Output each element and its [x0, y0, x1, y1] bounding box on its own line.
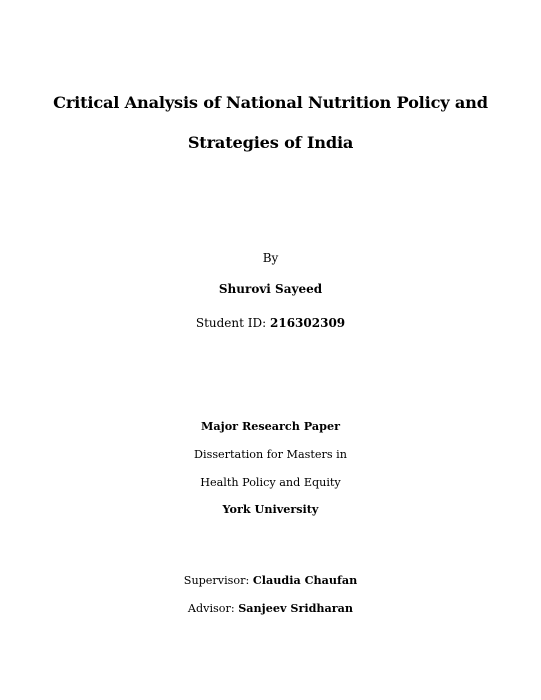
description-line-2: Health Policy and Equity [200, 476, 341, 489]
by-label: By [262, 251, 279, 265]
student-id-label: Student ID: [195, 316, 267, 330]
student-id [0, 317, 541, 329]
student-id-value: 216302309 [270, 316, 346, 330]
supervisor-label: Supervisor: [183, 574, 250, 587]
title-line-2: Strategies of India [187, 133, 354, 152]
advisor-label: Advisor: [187, 602, 235, 615]
advisor-name: Sanjeev Sridharan [238, 601, 354, 615]
institution: York University [222, 502, 319, 516]
author-name: Shurovi Sayeed [218, 282, 323, 296]
supervisor-name: Claudia Chaufan [252, 573, 358, 587]
supervisor-line [0, 575, 541, 586]
title-line-1: Critical Analysis of National Nutrition Policy and [53, 93, 488, 112]
description-line-1: Dissertation for Masters in [194, 448, 347, 461]
paper-type: Major Research Paper [201, 419, 340, 433]
advisor-line [0, 603, 541, 614]
